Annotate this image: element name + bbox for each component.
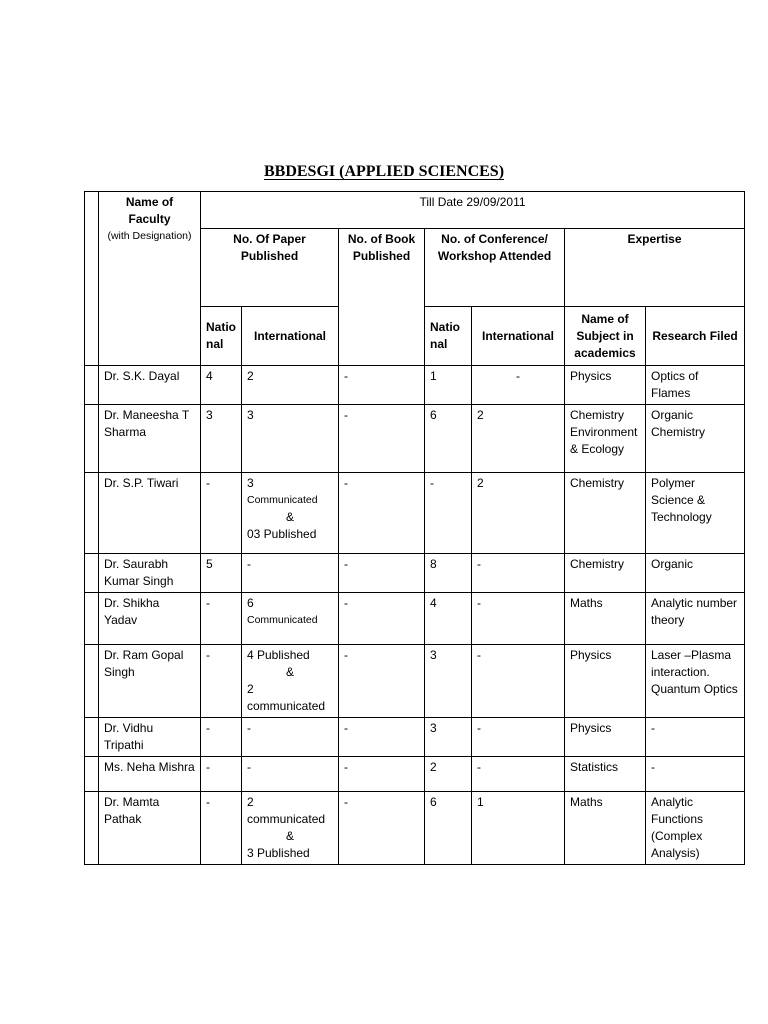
table-row [85, 792, 745, 865]
subject-in-academics: Physics [565, 645, 646, 718]
books-published: - [339, 757, 425, 792]
document-title: BBDESGI (APPLIED SCIENCES) [263, 163, 505, 180]
subject-in-academics: Maths [565, 792, 646, 865]
faculty-name: Dr. Vidhu Tripathi [99, 718, 201, 757]
conference-international: 2 [472, 405, 565, 473]
subject-in-academics: Maths [565, 593, 646, 645]
subject-in-academics: Physics [565, 366, 646, 405]
paper-international [242, 473, 339, 554]
paper-international-line: & [285, 829, 294, 843]
paper-international-line: - [247, 760, 251, 774]
research-filed: - [646, 757, 745, 792]
row-blank-cell [85, 757, 99, 792]
faculty-name: Dr. S.K. Dayal [99, 366, 201, 405]
paper-international-line: 3 Published [247, 846, 310, 860]
conference-national: - [425, 473, 472, 554]
paper-international-line: 3 [247, 408, 254, 422]
conference-national: 8 [425, 554, 472, 593]
paper-international [242, 554, 339, 593]
paper-international-line: Communicated [247, 494, 318, 506]
header-paper-international: International [242, 307, 339, 366]
books-published: - [339, 473, 425, 554]
header-till-date: Till Date 29/09/2011 [201, 192, 745, 229]
table-row [85, 593, 745, 645]
conference-international: - [472, 757, 565, 792]
table-row [85, 645, 745, 718]
books-published: - [339, 554, 425, 593]
faculty-name: Dr. Maneesha T Sharma [99, 405, 201, 473]
row-blank-cell [85, 405, 99, 473]
paper-national: - [201, 645, 242, 718]
header-name-of-faculty: Name of Faculty (with Designation) [99, 192, 201, 366]
header-paper-national: National [201, 307, 242, 366]
paper-international [242, 645, 339, 718]
row-blank-cell [85, 792, 99, 865]
faculty-name: Dr. S.P. Tiwari [99, 473, 201, 554]
faculty-name: Dr. Mamta Pathak [99, 792, 201, 865]
research-filed: Organic Chemistry [646, 405, 745, 473]
paper-international [242, 792, 339, 865]
paper-international-line: 4 Published [247, 648, 310, 662]
paper-national: - [201, 792, 242, 865]
books-published: - [339, 366, 425, 405]
subject-in-academics: Physics [565, 718, 646, 757]
conference-national: 2 [425, 757, 472, 792]
conference-national: 3 [425, 645, 472, 718]
research-filed: Analytic number theory [646, 593, 745, 645]
faculty-name: Ms. Neha Mishra [99, 757, 201, 792]
table-body [85, 192, 745, 865]
faculty-name: Dr. Saurabh Kumar Singh [99, 554, 201, 593]
conference-international: - [472, 593, 565, 645]
header-subject-in-academics: Name of Subject in academics [565, 307, 646, 366]
conference-national: 4 [425, 593, 472, 645]
research-filed: Polymer Science & Technology [646, 473, 745, 554]
header-research-filed: Research Filed [646, 307, 745, 366]
paper-international-line: & [285, 665, 294, 679]
paper-international [242, 405, 339, 473]
paper-national: - [201, 718, 242, 757]
paper-national: 3 [201, 405, 242, 473]
paper-international-line: 6 [247, 596, 254, 610]
conference-international: - [472, 554, 565, 593]
paper-international [242, 593, 339, 645]
books-published: - [339, 718, 425, 757]
conference-international: - [472, 366, 565, 405]
table-row [85, 554, 745, 593]
research-filed: Analytic Functions (Complex Analysis) [646, 792, 745, 865]
row-blank-cell [85, 473, 99, 554]
paper-international-line: - [247, 721, 251, 735]
paper-international [242, 718, 339, 757]
conference-international: 1 [472, 792, 565, 865]
conference-international: - [472, 645, 565, 718]
row-blank-cell [85, 366, 99, 405]
row-blank-cell [85, 645, 99, 718]
header-papers-published: No. Of Paper Published [201, 229, 339, 307]
books-published: - [339, 645, 425, 718]
row-blank-cell [85, 718, 99, 757]
subject-in-academics: Chemistry Environment & Ecology [565, 405, 646, 473]
research-filed: - [646, 718, 745, 757]
header-conference-national: National [425, 307, 472, 366]
paper-international [242, 757, 339, 792]
table-row [85, 366, 745, 405]
books-published: - [339, 405, 425, 473]
row-blank-cell [85, 593, 99, 645]
books-published: - [339, 792, 425, 865]
conference-international: 2 [472, 473, 565, 554]
paper-international-line: 3 [247, 476, 254, 490]
conference-national: 6 [425, 792, 472, 865]
paper-international-line: 2 [247, 795, 254, 809]
paper-national: 4 [201, 366, 242, 405]
paper-international-line: communicated [247, 699, 326, 713]
paper-national: - [201, 593, 242, 645]
paper-international-line: Communicated [247, 614, 318, 626]
table-row [85, 405, 745, 473]
paper-international [242, 366, 339, 405]
paper-international-line: & [285, 510, 294, 524]
header-books-published: No. of Book Published [339, 229, 425, 366]
subject-in-academics: Chemistry [565, 554, 646, 593]
table-row [85, 757, 745, 792]
books-published: - [339, 593, 425, 645]
conference-national: 6 [425, 405, 472, 473]
paper-international-line: 2 [247, 369, 254, 383]
paper-national: - [201, 757, 242, 792]
header-conference-attended: No. of Conference/ Workshop Attended [425, 229, 565, 307]
paper-international-line: 2 [247, 682, 254, 696]
table-row [85, 473, 745, 554]
subject-in-academics: Statistics [565, 757, 646, 792]
conference-international: - [472, 718, 565, 757]
paper-international-line: communicated [247, 812, 326, 826]
research-filed: Optics of Flames [646, 366, 745, 405]
conference-national: 1 [425, 366, 472, 405]
header-conference-international: International [472, 307, 565, 366]
header-expertise: Expertise [565, 229, 745, 307]
research-filed: Laser –Plasma interaction. Quantum Optics [646, 645, 745, 718]
faculty-name: Dr. Shikha Yadav [99, 593, 201, 645]
research-filed: Organic [646, 554, 745, 593]
paper-national: 5 [201, 554, 242, 593]
subject-in-academics: Chemistry [565, 473, 646, 554]
faculty-table [84, 191, 745, 865]
blank-column-header [85, 192, 99, 366]
conference-national: 3 [425, 718, 472, 757]
table-row [85, 718, 745, 757]
paper-international-line: 03 Published [247, 527, 317, 541]
paper-national: - [201, 473, 242, 554]
row-blank-cell [85, 554, 99, 593]
faculty-name: Dr. Ram Gopal Singh [99, 645, 201, 718]
paper-international-line: - [247, 557, 251, 571]
